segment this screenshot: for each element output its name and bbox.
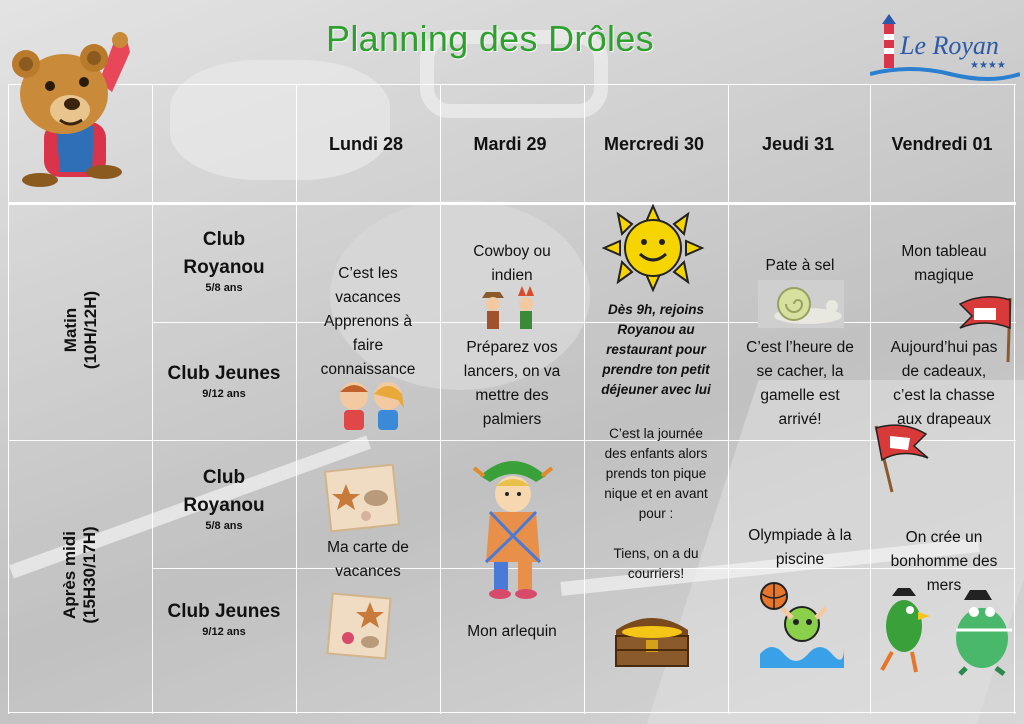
activity-line: des enfants alors	[604, 446, 708, 461]
cowboy-indian-icon	[476, 284, 546, 334]
activity-line: nique et en avant	[604, 486, 708, 501]
activity-line: de cadeaux,	[901, 363, 987, 380]
page-title: Planning des Drôles	[326, 18, 654, 59]
activity-line: mettre des	[475, 387, 549, 404]
postcard-icon	[324, 590, 394, 662]
club-royanou-name-2: Royanou	[183, 257, 265, 278]
club-jeunes-age: 9/12 ans	[202, 388, 246, 400]
bear-mascot-icon	[4, 22, 134, 187]
activity-line: aux drapeaux	[897, 411, 991, 428]
club-royanou-name-2: Royanou	[183, 495, 265, 516]
activity-jeudi-matin-royanou	[728, 254, 872, 278]
activity-mardi-matin-royanou	[440, 240, 584, 288]
postcard-shells-icon	[322, 462, 402, 534]
grid-row-line	[8, 712, 1016, 713]
period-matin-hours: (10H/12H)	[81, 290, 100, 370]
activity-line: Tiens, on a du	[613, 546, 699, 561]
activity-jeudi-matin-jeunes	[728, 336, 872, 432]
activity-line: Mon tableau	[901, 243, 987, 260]
activity-lundi-apm	[296, 536, 440, 584]
flag-icon	[862, 420, 932, 496]
two-kids-icon	[332, 378, 410, 438]
club-jeunes-age: 9/12 ans	[202, 626, 246, 638]
activity-line: pour :	[638, 506, 674, 521]
activity-vendredi-matin-jeunes	[872, 336, 1016, 432]
activity-line: Préparez vos	[466, 339, 558, 356]
camping-logo-icon	[870, 8, 1020, 88]
activity-line: magique	[914, 267, 974, 284]
snail-icon	[758, 280, 844, 328]
activity-mercredi-matin	[584, 300, 728, 400]
activity-line: Dès 9h, rejoins	[607, 302, 705, 317]
period-matin	[61, 265, 101, 395]
day-header-jeudi: Jeudi 31	[761, 134, 835, 154]
activity-line: Royanou au	[617, 322, 695, 337]
activity-line: courriers!	[627, 566, 685, 581]
club-royanou-age: 5/8 ans	[205, 282, 243, 294]
sun-icon	[600, 204, 706, 292]
activity-line: indien	[491, 267, 533, 284]
activity-line: C’est les	[338, 265, 398, 282]
activity-line: prendre ton petit	[602, 362, 710, 377]
activity-line: prends ton pique	[605, 466, 707, 481]
activity-line: Ma carte de	[327, 539, 409, 556]
logo-text: Le Royan	[900, 31, 999, 60]
activity-line: Cowboy ou	[473, 243, 551, 260]
activity-line: C’est l’heure de	[746, 339, 854, 356]
activity-mercredi-apm-2	[584, 544, 728, 584]
svg-text:★★★★: ★★★★	[970, 60, 1006, 71]
club-royanou-age: 5/8 ans	[205, 520, 243, 532]
activity-line: C’est la journée	[609, 426, 703, 441]
activity-line: On crée un	[905, 529, 983, 546]
club-jeunes-name: Club Jeunes	[167, 601, 281, 622]
activity-line: se cacher, la	[756, 363, 844, 380]
period-apres-midi-label: Après midi	[60, 531, 79, 619]
activity-mercredi-apm-1	[584, 424, 728, 524]
activity-line: gamelle est	[760, 387, 840, 404]
activity-line: Apprenons à	[324, 313, 412, 330]
period-matin-label: Matin	[61, 307, 80, 353]
grid-col-line	[152, 84, 153, 714]
club-royanou-name-1: Club	[202, 229, 246, 250]
activity-lundi-matin	[296, 262, 440, 382]
club-jeunes-matin	[154, 360, 294, 400]
activity-line: restaurant pour	[606, 342, 706, 357]
grid-col-line	[296, 84, 297, 714]
activity-line: piscine	[775, 551, 825, 568]
activity-line: vacances	[335, 563, 401, 580]
activity-line: vacances	[335, 289, 401, 306]
activity-line: c’est la chasse	[893, 387, 995, 404]
club-jeunes-apm	[154, 598, 294, 638]
water-polo-icon	[756, 578, 846, 670]
grid-row-line	[8, 84, 1016, 85]
activity-line: déjeuner avec lui	[601, 382, 711, 397]
harlequin-icon	[470, 446, 556, 604]
activity-line: arrivé!	[778, 411, 822, 428]
day-header-lundi: Lundi 28	[328, 134, 403, 154]
club-royanou-matin	[154, 226, 294, 294]
treasure-chest-icon	[610, 606, 694, 670]
period-apres-midi-hours: (15H30/17H)	[80, 526, 99, 624]
activity-vendredi-matin-royanou	[872, 240, 1016, 288]
activity-line: faire	[352, 337, 384, 354]
activity-line: lancers, on va	[463, 363, 561, 380]
activity-line: bonhomme des	[890, 553, 998, 570]
activity-line: connaissance	[320, 361, 416, 378]
activity-line: palmiers	[482, 411, 542, 428]
activity-mardi-matin-jeunes	[440, 336, 584, 432]
club-royanou-name-1: Club	[202, 467, 246, 488]
period-apres-midi	[60, 485, 100, 665]
day-header-mercredi: Mercredi 30	[603, 134, 705, 154]
parrot-crocodile-pirates-icon	[872, 586, 1018, 676]
day-header-mardi: Mardi 29	[473, 134, 547, 154]
activity-line: mers	[926, 577, 962, 594]
club-royanou-apm	[154, 464, 294, 532]
activity-line: Aujourd’hui pas	[890, 339, 998, 356]
activity-mardi-apm	[440, 620, 584, 644]
activity-line: Pate à sel	[765, 257, 835, 274]
header-separator	[8, 202, 1016, 205]
activity-jeudi-apm	[728, 524, 872, 572]
activity-line: Olympiade à la	[748, 527, 852, 544]
day-header-vendredi: Vendredi 01	[891, 134, 993, 154]
club-jeunes-name: Club Jeunes	[167, 363, 281, 384]
activity-line: Mon arlequin	[467, 623, 557, 640]
